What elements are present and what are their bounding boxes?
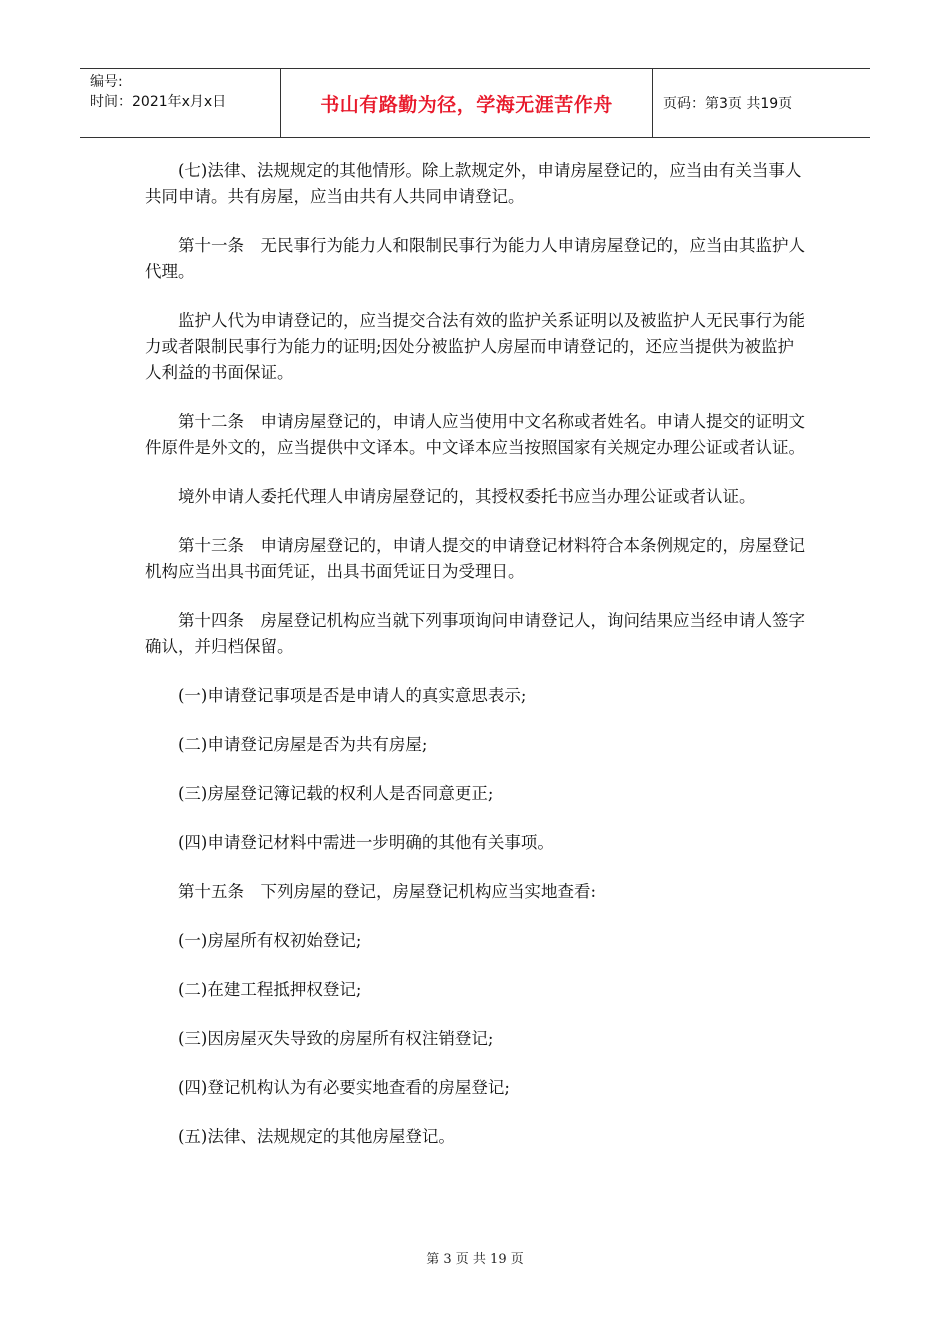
- list-item: (一)房屋所有权初始登记;: [178, 931, 362, 950]
- paragraph: 监护人代为申请登记的，应当提交合法有效的监护关系证明以及被监护人无民事行为能力或者限制民事行为能力的证明;因处分被监护人房屋而申请登记的，还应当提供为被监护人利益的书面保证。: [145, 311, 805, 382]
- header-page-cell: [653, 69, 870, 137]
- list-item: (三)房屋登记簿记载的权利人是否同意更正;: [178, 784, 494, 803]
- list-item: (二)申请登记房屋是否为共有房屋;: [178, 735, 428, 754]
- article-11: 第十一条 无民事行为能力人和限制民事行为能力人申请房屋登记的，应当由其监护人代理。: [145, 236, 805, 281]
- list-item: (三)因房屋灭失导致的房屋所有权注销登记;: [178, 1029, 494, 1048]
- document-header: [80, 68, 870, 138]
- document-body: [145, 158, 810, 1173]
- list-item: (五)法律、法规规定的其他房屋登记。: [178, 1127, 455, 1146]
- list-item: (一)申请登记事项是否是申请人的真实意思表示;: [178, 686, 527, 705]
- footer-page-number: 第 3 页 共 19 页: [426, 1252, 524, 1267]
- time-label: 时间：2021年x月x日: [90, 94, 227, 110]
- page-label: 页码：第3页 共19页: [663, 96, 793, 112]
- page-footer: [0, 1248, 950, 1267]
- article-14: 第十四条 房屋登记机构应当就下列事项询问申请登记人，询问结果应当经申请人签字确认，并归档保留。: [145, 611, 805, 656]
- motto-text: 书山有路勤为径，学海无涯苦作舟: [320, 93, 613, 116]
- article-15: 第十五条 下列房屋的登记，房屋登记机构应当实地查看:: [178, 882, 597, 901]
- paragraph: 境外申请人委托代理人申请房屋登记的，其授权委托书应当办理公证或者认证。: [178, 487, 756, 506]
- paragraph: (七)法律、法规规定的其他情形。除上款规定外，申请房屋登记的，应当由有关当事人共同申请。共有房屋，应当由共有人共同申请登记。: [145, 161, 802, 206]
- header-motto-cell: [281, 69, 653, 137]
- list-item: (四)登记机构认为有必要实地查看的房屋登记;: [178, 1078, 510, 1097]
- list-item: (二)在建工程抵押权登记;: [178, 980, 362, 999]
- article-13: 第十三条 申请房屋登记的，申请人提交的申请登记材料符合本条例规定的，房屋登记机构应当出具书面凭证，出具书面凭证日为受理日。: [145, 536, 805, 581]
- number-label: 编号:: [90, 74, 123, 90]
- article-12: 第十二条 申请房屋登记的，申请人应当使用中文名称或者姓名。申请人提交的证明文件原件是外文的，应当提供中文译本。中文译本应当按照国家有关规定办理公证或者认证。: [145, 412, 805, 457]
- header-meta-cell: [80, 69, 281, 137]
- list-item: (四)申请登记材料中需进一步明确的其他有关事项。: [178, 833, 554, 852]
